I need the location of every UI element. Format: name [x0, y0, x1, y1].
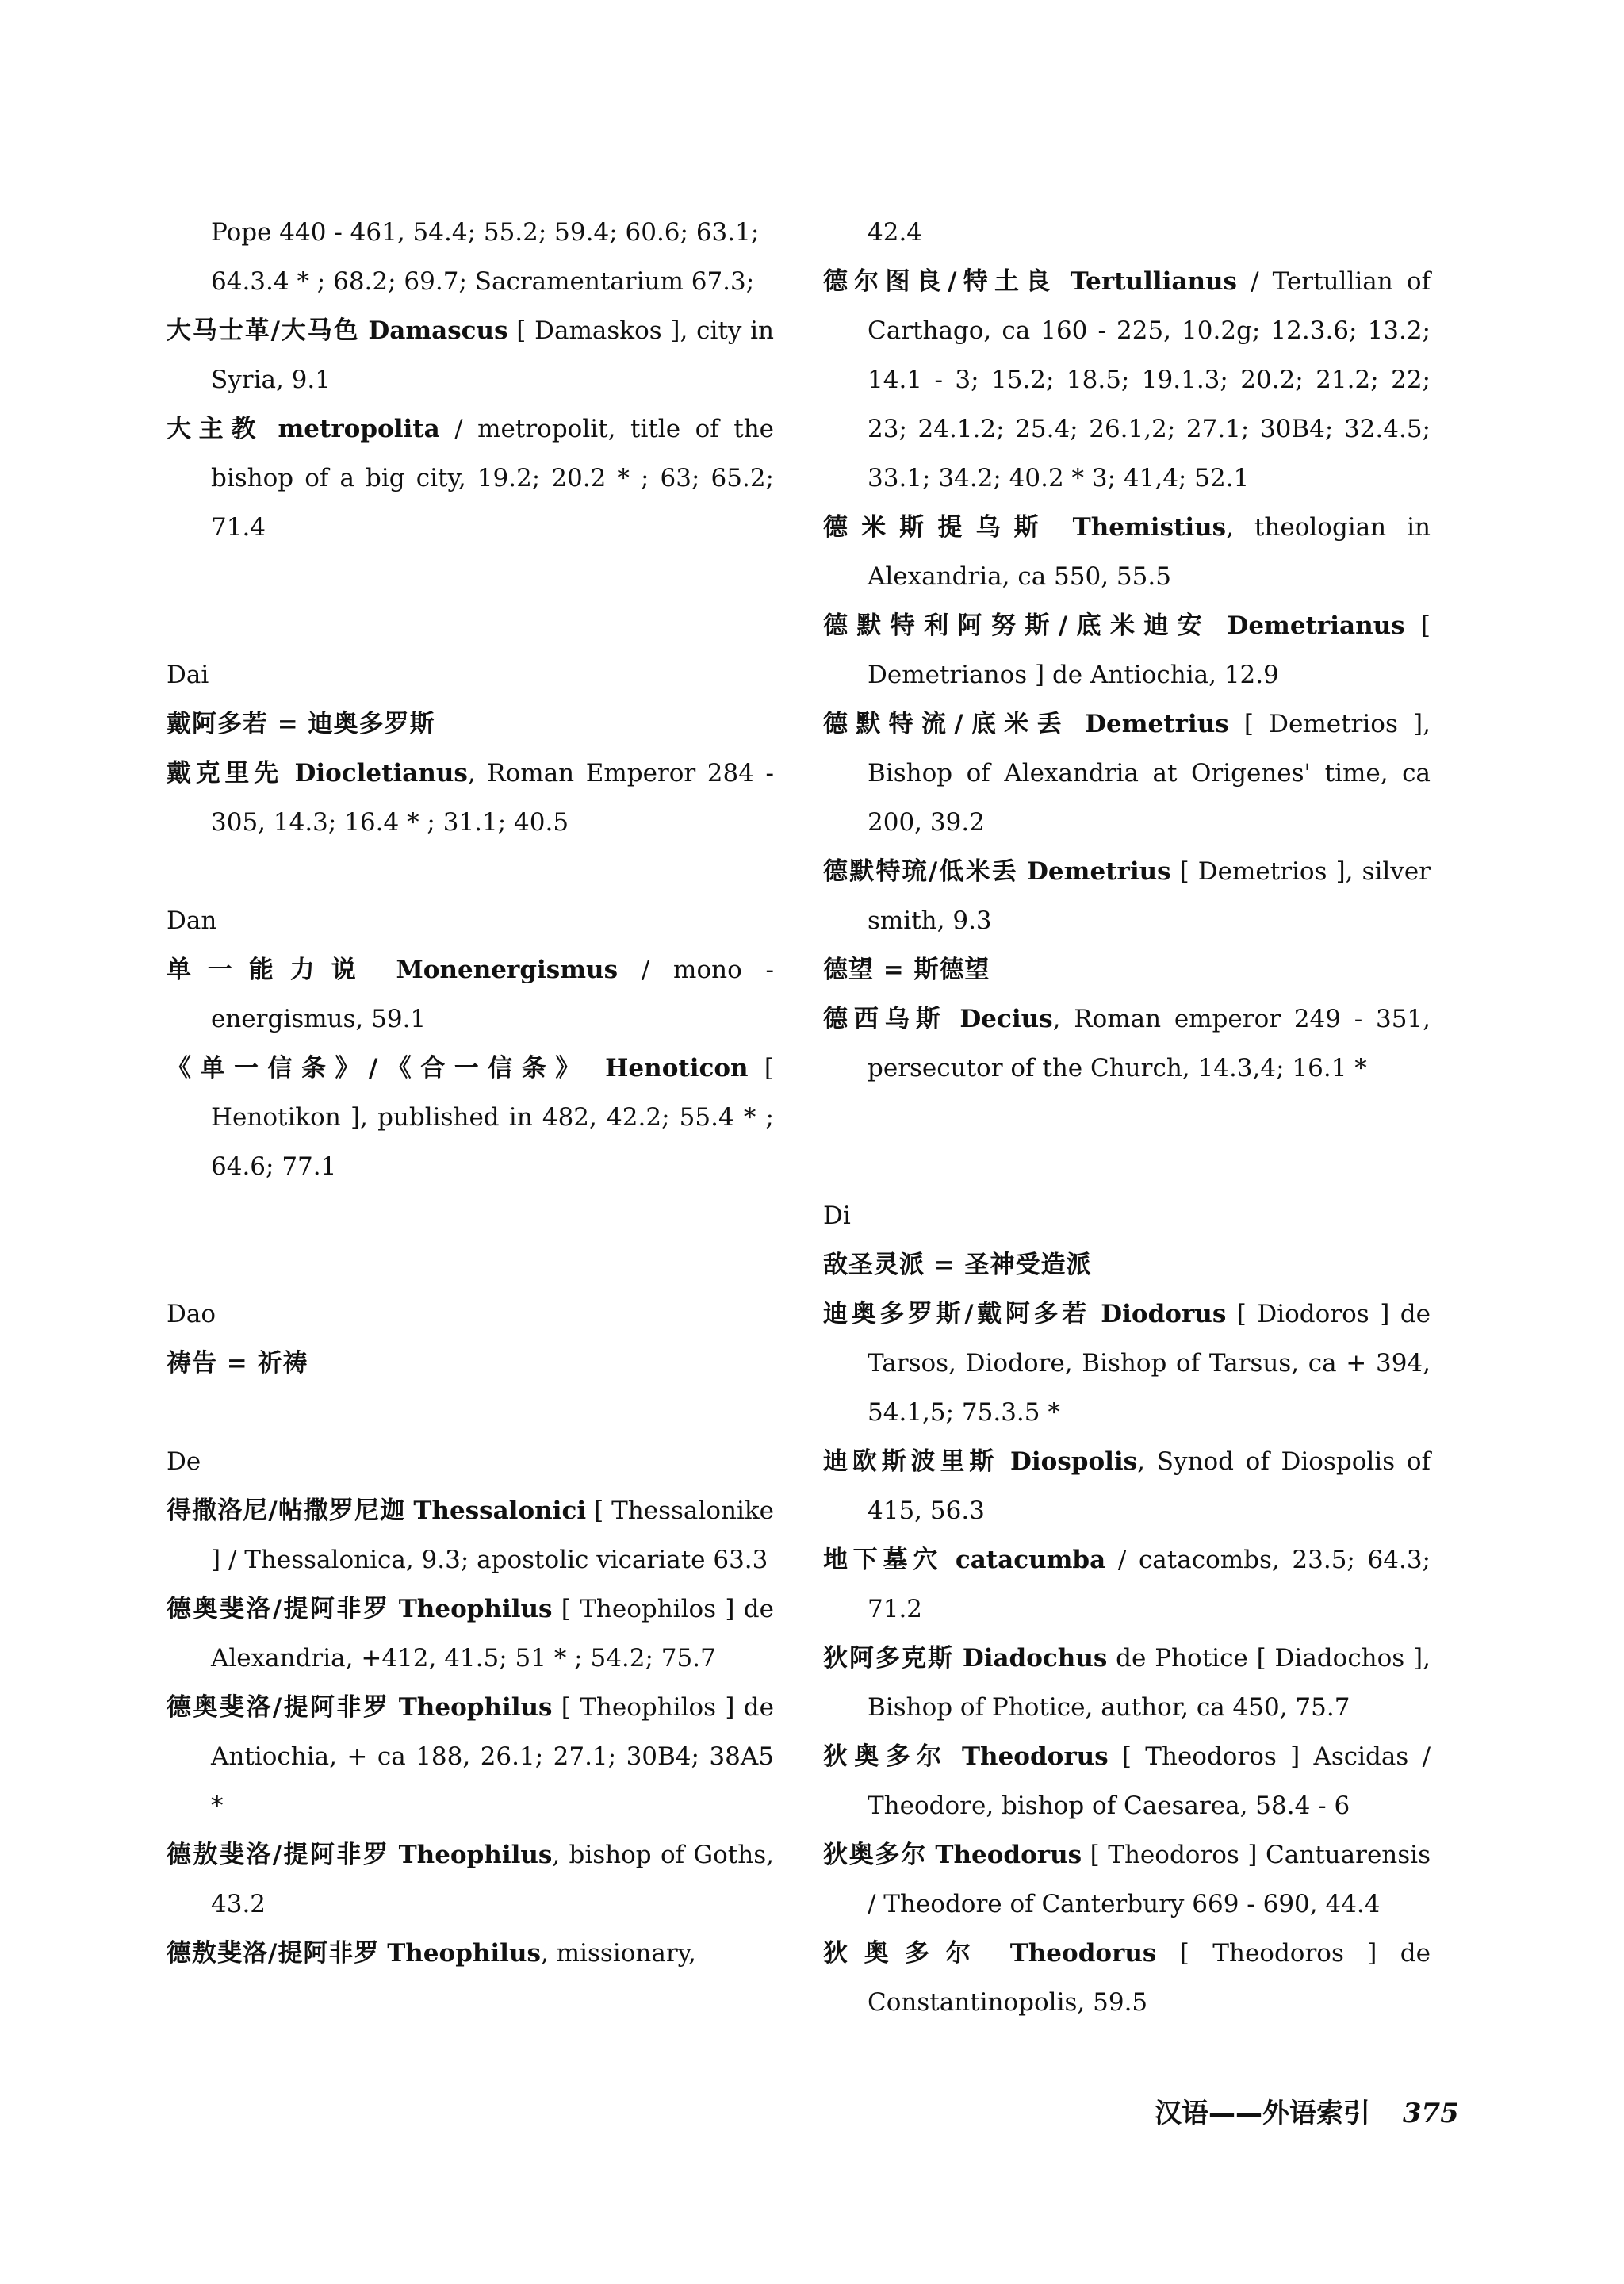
latin-term: Diadochus [962, 1644, 1108, 1673]
chinese-term: 德奥斐洛/提阿非罗 [167, 1693, 390, 1722]
chinese-term: 地下墓穴 [823, 1546, 944, 1574]
left-column [167, 208, 774, 1978]
index-entry [167, 1929, 774, 1978]
entry-details: , Roman emperor 249 - 351, persecutor of the Church, 14.3,4; 16.1 * [868, 1005, 1431, 1083]
entry-details: / catacombs, 23.5; 64.3; 71.2 [868, 1546, 1431, 1623]
chinese-term: 大马士革/大马色 [167, 316, 360, 345]
latin-term: Diodorus [1101, 1300, 1227, 1328]
latin-term: Theodorus [961, 1742, 1109, 1771]
entry-details: , missionary, [540, 1939, 696, 1968]
latin-term: Themistius [1072, 513, 1227, 542]
entry-details: , Roman Emperor 284 - 305, 14.3; 16.4 * ; 31.1; 40.5 [211, 759, 775, 837]
chinese-term: 德敖斐洛/提阿非罗 [167, 1841, 390, 1869]
index-entry [823, 945, 1431, 994]
entry-continuation: Pope 440 - 461, 54.4; 55.2; 59.4; 60.6; 63.1; 64.3.4 * ; 68.2; 69.7; Sacramentarium 67.3; [211, 218, 760, 296]
latin-term: Theodorus [1009, 1939, 1157, 1968]
index-entry [823, 699, 1431, 847]
section-heading: Dai [167, 661, 209, 689]
entry-details: [ Thessalonike ] / Thessalonica, 9.3; apostolic vicariate 63.3 [211, 1496, 774, 1574]
entry-details: [ Theodoros ] Cantuarensis / Theodore of Canterbury 669 - 690, 44.4 [868, 1841, 1431, 1918]
latin-term: Theophilus [398, 1595, 553, 1623]
index-entry [823, 1240, 1431, 1290]
chinese-term: 德敖斐洛/提阿非罗 [167, 1939, 380, 1968]
index-entry [823, 1290, 1431, 1437]
index-entry [823, 257, 1431, 503]
chinese-term: 迪奥多罗斯/戴阿多若 [823, 1300, 1090, 1328]
chinese-term: 德望 = 斯德望 [823, 956, 990, 984]
entry-details: , bishop of Goths, 43.2 [211, 1841, 774, 1918]
index-entry [167, 749, 774, 847]
index-entry [167, 1044, 774, 1191]
entry-details: [ Demetrios ], silver smith, 9.3 [868, 857, 1431, 935]
chinese-term: 德西乌斯 [823, 1005, 947, 1033]
index-entry [823, 994, 1431, 1093]
index-entry [167, 404, 774, 552]
latin-term: Damascus [368, 316, 508, 345]
latin-term: Decius [959, 1005, 1053, 1033]
entry-details: [ Damaskos ], city in Syria, 9.1 [211, 316, 775, 394]
chinese-term: 德默特琉/低米丢 [823, 857, 1018, 886]
entry-details: [ Demetrios ], Bishop of Alexandria at Origenes' time, ca 200, 39.2 [868, 710, 1431, 837]
entry-details: [ Demetrianos ] de Antiochia, 12.9 [868, 611, 1431, 689]
latin-term: Demetrius [1085, 710, 1229, 738]
page-footer [1155, 2094, 1488, 2133]
entry-details: / mono - energismus, 59.1 [211, 956, 775, 1033]
entry-details: , Synod of Diospolis of 415, 56.3 [868, 1447, 1431, 1525]
chinese-term: 德米斯提乌斯 [823, 513, 1052, 542]
latin-term: Demetrius [1027, 857, 1171, 886]
entry-details: , theologian in Alexandria, ca 550, 55.5 [868, 513, 1431, 591]
chinese-term: 得撒洛尼/帖撒罗尼迦 [167, 1496, 406, 1525]
right-column [823, 208, 1431, 2027]
latin-term: Monenergismus [396, 956, 619, 984]
chinese-term: 迪欧斯波里斯 [823, 1447, 999, 1476]
index-entry [167, 699, 774, 749]
entry-details: [ Theodoros ] de Constantinopolis, 59.5 [868, 1939, 1431, 2017]
chinese-term: 狄奥多尔 [823, 1939, 987, 1968]
entry-details: [ Theodoros ] Ascidas / Theodore, bishop of Caesarea, 58.4 - 6 [868, 1742, 1431, 1820]
chinese-term: 《单一信条》/《合一信条》 [167, 1054, 589, 1083]
index-entry [823, 1830, 1431, 1929]
index-entry [167, 306, 774, 404]
index-entry [823, 601, 1431, 699]
section-heading: Di [823, 1201, 851, 1230]
index-entry [167, 1683, 774, 1830]
entry-details: [ Henotikon ], published in 482, 42.2; 55.4 * ; 64.6; 77.1 [211, 1054, 775, 1181]
chinese-term: 大主教 [167, 415, 263, 443]
chinese-term: 敌圣灵派 = 圣神受造派 [823, 1251, 1092, 1279]
chinese-term: 狄奥多尔 [823, 1841, 927, 1869]
index-entry [823, 1929, 1431, 2027]
latin-term: Theodorus [935, 1841, 1082, 1869]
index-entry [167, 945, 774, 1044]
entry-details: / Tertullian of Carthago, ca 160 - 225, 10.2g; 12.3.6; 13.2; 14.1 - 3; 15.2; 18.5; 19.1.3; 20.2; 21.2; 22; 23; 24.1.2; 25.4; 26.1,2; 27.1; 30B4; 32.4.5; 33.1; 34.2; 40.2 * 3; 41,4; 52.1 [868, 267, 1431, 492]
chinese-term: 祷告 = 祈祷 [167, 1349, 308, 1378]
section-heading: Dao [167, 1300, 216, 1328]
chinese-term: 德奥斐洛/提阿非罗 [167, 1595, 390, 1623]
index-entry [823, 1634, 1431, 1732]
latin-term: Henoticon [605, 1054, 749, 1083]
entry-details: [ Diodoros ] de Tarsos, Diodore, Bishop of Tarsus, ca + 394, 54.1,5; 75.3.5 * [868, 1300, 1431, 1427]
index-entry [167, 1585, 774, 1683]
latin-term: Thessalonici [413, 1496, 587, 1525]
entry-details: de Photice [ Diadochos ], Bishop of Photice, author, ca 450, 75.7 [868, 1644, 1431, 1722]
index-entry [167, 1486, 774, 1585]
latin-term: Demetrianus [1227, 611, 1405, 640]
chinese-term: 德尔图良/特土良 [823, 267, 1057, 296]
latin-term: Theophilus [398, 1693, 553, 1722]
chinese-term: 狄阿多克斯 [823, 1644, 954, 1673]
latin-term: Theophilus [398, 1841, 553, 1869]
latin-term: metropolita [278, 415, 440, 443]
chinese-term: 德默特流/底米丢 [823, 710, 1070, 738]
index-entry [167, 1339, 774, 1388]
chinese-term: 单一能力说 [167, 956, 373, 984]
index-entry [823, 503, 1431, 601]
entry-continuation: 42.4 [868, 218, 923, 247]
chinese-term: 戴阿多若 = 迪奥多罗斯 [167, 710, 435, 738]
chinese-term: 戴克里先 [167, 759, 283, 788]
chinese-term: 德默特利阿努斯/底米迪安 [823, 611, 1212, 640]
footer-title: 汉语——外语索引 [1155, 2098, 1370, 2129]
entry-details: / metropolit, title of the bishop of a big city, 19.2; 20.2 * ; 63; 65.2; 71.4 [211, 415, 775, 542]
entry-details: [ Theophilos ] de Alexandria, +412, 41.5; 51 * ; 54.2; 75.7 [211, 1595, 774, 1673]
latin-term: Diospolis [1009, 1447, 1138, 1476]
index-entry [823, 1732, 1431, 1830]
section-heading: De [167, 1447, 201, 1476]
chinese-term: 狄奥多尔 [823, 1742, 948, 1771]
page-number: 375 [1402, 2098, 1459, 2129]
latin-term: Tertullianus [1070, 267, 1237, 296]
latin-term: Theophilus [387, 1939, 541, 1968]
latin-term: Diocletianus [294, 759, 468, 788]
entry-details: [ Theophilos ] de Antiochia, + ca 188, 26.1; 27.1; 30B4; 38A5 * [211, 1693, 774, 1820]
index-entry [823, 1535, 1431, 1634]
latin-term: catacumba [955, 1546, 1106, 1574]
index-entry [823, 1437, 1431, 1535]
index-entry [167, 1830, 774, 1929]
index-entry [823, 847, 1431, 945]
section-heading: Dan [167, 906, 217, 935]
